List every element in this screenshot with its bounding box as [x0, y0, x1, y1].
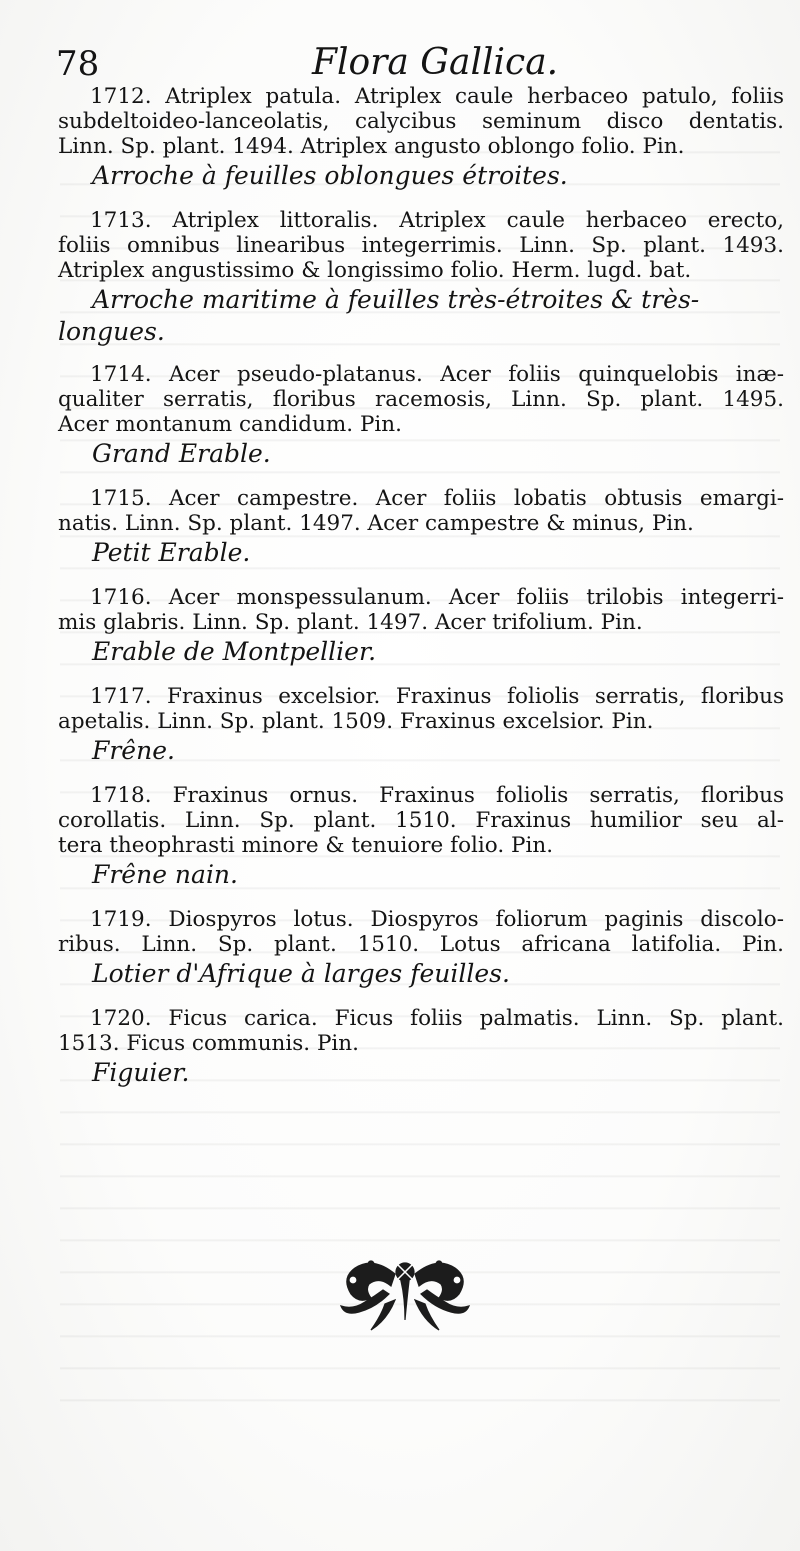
french-name: longues. — [58, 317, 165, 346]
page-header — [0, 38, 800, 88]
entry-1716 — [58, 585, 784, 669]
entry-line: corollatis. Linn. Sp. plant. 1510. Fraxinus humilior seu al- — [58, 808, 784, 833]
floral-ornament-icon — [335, 1250, 475, 1338]
entry-line: 1717. Fraxinus excelsior. Fraxinus foliolis serratis, floribus — [90, 684, 784, 709]
entry-line: ribus. Linn. Sp. plant. 1510. Lotus africana latifolia. Pin. — [58, 932, 784, 957]
french-name: Arroche à feuilles oblongues étroites. — [92, 161, 568, 190]
page-number: 78 — [56, 44, 100, 84]
entry-1718 — [58, 783, 784, 892]
french-name: Frêne nain. — [92, 860, 238, 889]
entry-line: natis. Linn. Sp. plant. 1497. Acer campestre & minus, Pin. — [58, 511, 694, 536]
french-name: Figuier. — [92, 1058, 190, 1087]
entry-line: subdeltoideo-lanceolatis, calycibus seminum disco dentatis. — [58, 109, 784, 134]
french-name: Lotier d'Afrique à larges feuilles. — [92, 959, 510, 988]
entry-1714 — [58, 362, 784, 471]
entry-1719 — [58, 907, 784, 991]
french-name: Frêne. — [92, 736, 175, 765]
entry-line: foliis omnibus linearibus integerrimis. Linn. Sp. plant. 1493. — [58, 233, 784, 258]
entry-line: 1712. Atriplex patula. Atriplex caule herbaceo patulo, foliis — [90, 84, 784, 109]
entry-1717 — [58, 684, 784, 768]
text-block — [58, 84, 784, 1105]
entry-line: 1714. Acer pseudo-platanus. Acer foliis quinquelobis inæ- — [90, 362, 784, 387]
running-title: Flora Gallica. — [312, 42, 559, 83]
entry-line: 1719. Diospyros lotus. Diospyros foliorum paginis discolo- — [90, 907, 784, 932]
french-name: Grand Erable. — [92, 439, 271, 468]
entry-line: 1713. Atriplex littoralis. Atriplex caule herbaceo erecto, — [90, 208, 784, 233]
french-name: Petit Erable. — [92, 538, 251, 567]
french-name: Erable de Montpellier. — [92, 637, 377, 666]
entry-line: apetalis. Linn. Sp. plant. 1509. Fraxinus excelsior. Pin. — [58, 709, 654, 734]
entry-1713 — [58, 208, 784, 347]
entry-line: 1720. Ficus carica. Ficus foliis palmatis. Linn. Sp. plant. — [90, 1006, 784, 1031]
entry-1715 — [58, 486, 784, 570]
entry-1712 — [58, 84, 784, 193]
entry-line: 1716. Acer monspessulanum. Acer foliis trilobis integerri- — [90, 585, 784, 610]
french-name: Arroche maritime à feuilles très-étroites & très- — [92, 285, 700, 314]
entry-line: 1715. Acer campestre. Acer foliis lobatis obtusis emargi- — [90, 486, 784, 511]
entry-line: 1718. Fraxinus ornus. Fraxinus foliolis serratis, floribus — [90, 783, 784, 808]
entry-line: 1513. Ficus communis. Pin. — [58, 1031, 359, 1056]
entry-line: qualiter serratis, floribus racemosis, Linn. Sp. plant. 1495. — [58, 387, 784, 412]
entry-1720 — [58, 1006, 784, 1090]
entry-line: Atriplex angustissimo & longissimo folio. Herm. lugd. bat. — [58, 258, 692, 283]
entry-line: tera theophrasti minore & tenuiore folio. Pin. — [58, 833, 554, 858]
entry-line: Linn. Sp. plant. 1494. Atriplex angusto oblongo folio. Pin. — [58, 134, 685, 159]
entry-line: mis glabris. Linn. Sp. plant. 1497. Acer trifolium. Pin. — [58, 610, 643, 635]
entry-line: Acer montanum candidum. Pin. — [58, 412, 402, 437]
